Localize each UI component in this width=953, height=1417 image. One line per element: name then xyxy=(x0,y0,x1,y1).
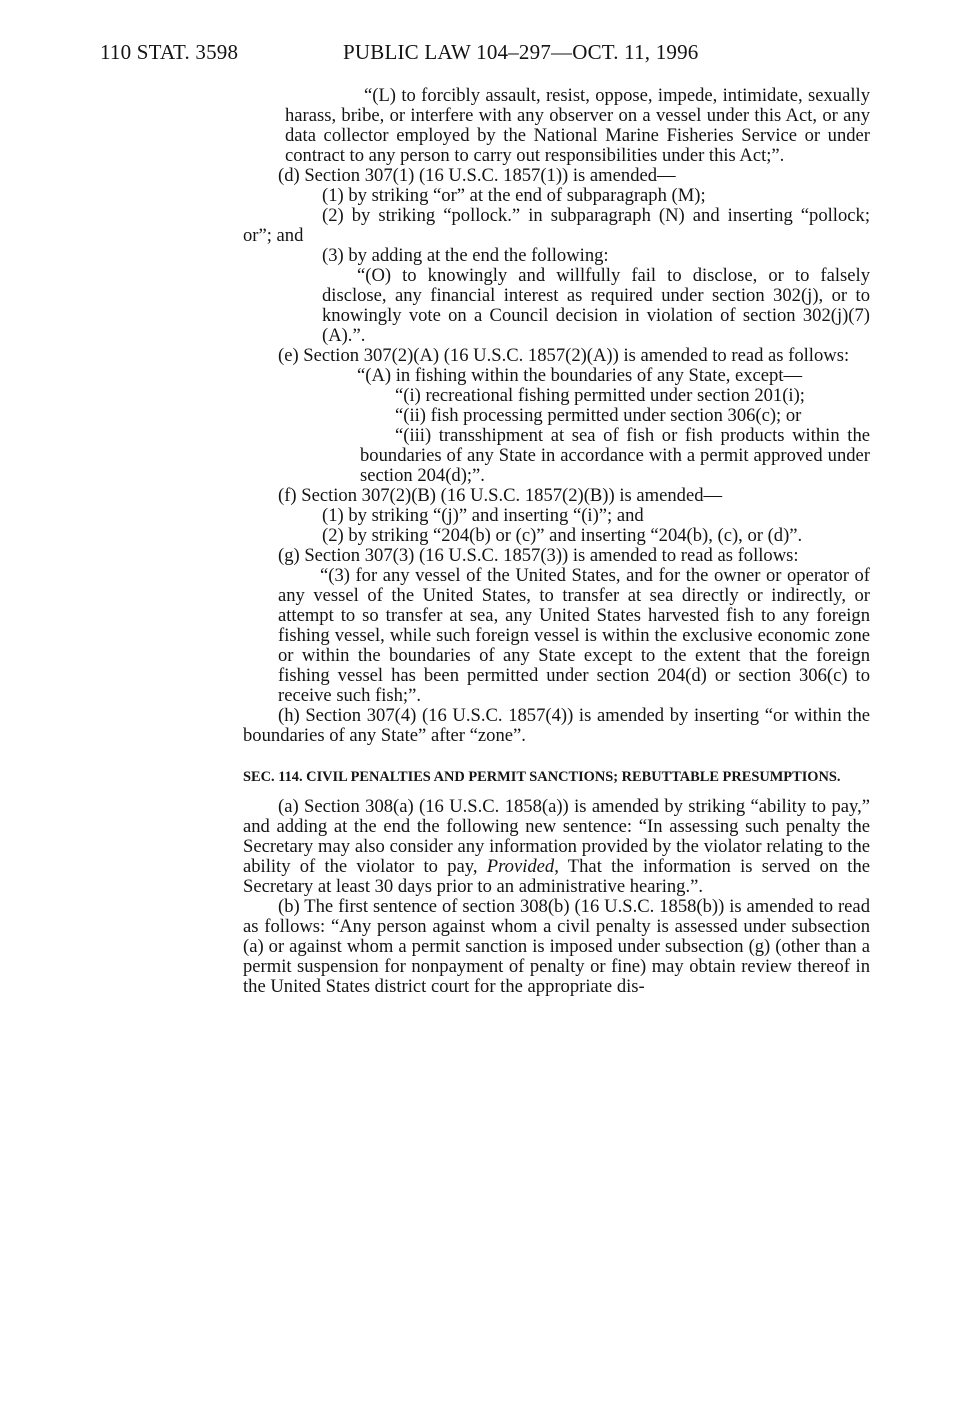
quoted-subparagraph-l: “(L) to forcibly assault, resist, oppose, impede, intimidate, sexually harass, bribe, or interfere with any observer on a vessel under this Act, or any data collector employed by the National Marine Fisheries Service or under contract to any person to carry out responsibilities under this Act;”. xyxy=(285,85,870,166)
section-114-subsection-b: (b) The first sentence of section 308(b) (16 U.S.C. 1858(b)) is amended to read as follows: “Any person against whom a civil penalty is assessed under subsection (a) or against whom a permit sanction is imposed under subsection (g) (other than a permit suspension for nonpayment of penalty or fine) may obtain review thereof in the United States district court for the appropriate dis- xyxy=(243,896,870,997)
quoted-subparagraph-o: “(O) to knowingly and willfully fail to disclose, or to falsely disclose, any financial interest as required under section 302(j), or to knowingly vote on a Council decision in violation of section 302(j)(7)(A).”. xyxy=(322,265,870,346)
paragraph-f-1: (1) by striking “(j)” and inserting “(i)”; and xyxy=(322,505,644,526)
quoted-clause-i: “(i) recreational fishing permitted under section 201(i); xyxy=(395,385,805,406)
document-body xyxy=(243,86,870,997)
paragraph-f-2: (2) by striking “204(b) or (c)” and inserting “204(b), (c), or (d)”. xyxy=(322,525,803,546)
subsection-f: (f) Section 307(2)(B) (16 U.S.C. 1857(2)(B)) is amended— xyxy=(278,485,723,506)
section-114-heading: SEC. 114. CIVIL PENALTIES AND PERMIT SANCTIONS; REBUTTABLE PRESUMPTIONS. xyxy=(243,769,841,785)
public-law-reference: PUBLIC LAW 104–297—OCT. 11, 1996 xyxy=(343,40,699,64)
quoted-subparagraph-a: “(A) in fishing within the boundaries of any State, except— xyxy=(357,365,803,386)
subsection-g: (g) Section 307(3) (16 U.S.C. 1857(3)) is amended to read as follows: xyxy=(278,545,799,566)
section-114-subsection-a xyxy=(243,797,870,897)
section-114-a-text-after: That the information is served on the Secretary at least 30 days prior to an administrative hearing.”. xyxy=(243,856,871,897)
statute-page-reference: 110 STAT. 3598 xyxy=(100,40,239,64)
subsection-d: (d) Section 307(1) (16 U.S.C. 1857(1)) is amended— xyxy=(278,165,676,186)
provided-italic-term: Provided, xyxy=(486,856,559,877)
section-114-a-text-before: (a) Section 308(a) (16 U.S.C. 1858(a)) is amended by striking “ability to pay,” and adding at the end the following new sentence: “In assessing such penalty the Secretary may also consider any information provided by the violator relating to the ability of the violator to pay, xyxy=(243,796,870,877)
quoted-paragraph-3: “(3) for any vessel of the United States, and for the owner or operator of any vessel of the United States, to transfer at sea directly or indirectly, or attempt to so transfer at sea, any United States harvested fish to any foreign fishing vessel, while such foreign vessel is within the exclusive economic zone or within the boundaries of any State except to the extent that the foreign fishing vessel has been permitted under section 204(d) or section 306(c) to receive such fish;”. xyxy=(278,565,870,706)
quoted-clause-iii: “(iii) transshipment at sea of fish or fish products within the boundaries of any State in accordance with a permit approved under section 204(d);”. xyxy=(360,425,870,486)
quoted-clause-ii: “(ii) fish processing permitted under section 306(c); or xyxy=(395,405,802,426)
paragraph-d-2: (2) by striking “pollock.” in subparagraph (N) and inserting “pollock; or”; and xyxy=(243,205,870,246)
subsection-h: (h) Section 307(4) (16 U.S.C. 1857(4)) is amended by inserting “or within the boundaries of any State” after “zone”. xyxy=(243,705,870,746)
page-header xyxy=(0,38,953,66)
subsection-e: (e) Section 307(2)(A) (16 U.S.C. 1857(2)(A)) is amended to read as follows: xyxy=(278,345,850,366)
paragraph-d-3: (3) by adding at the end the following: xyxy=(322,245,609,266)
paragraph-d-1: (1) by striking “or” at the end of subparagraph (M); xyxy=(322,185,706,206)
